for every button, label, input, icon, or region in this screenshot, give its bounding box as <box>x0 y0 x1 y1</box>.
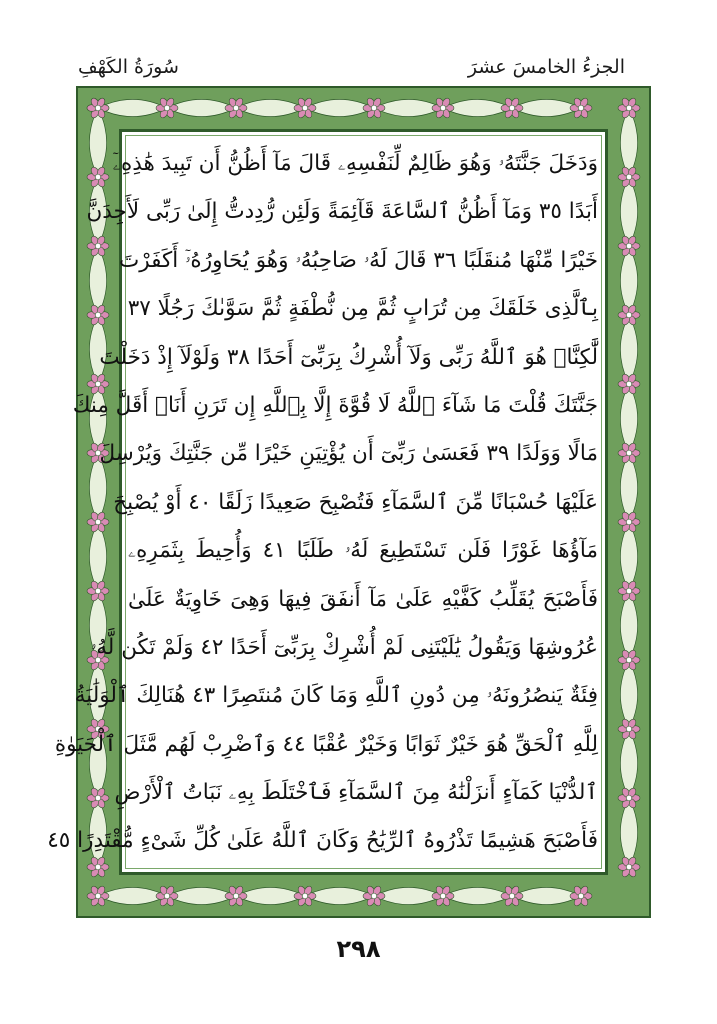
flower-ornament-icon <box>570 97 592 119</box>
text-line: عَلَيْهَا حُسْبَانًا مِّنَ ٱلسَّمَآءِ فَتُصْبِحَ صَعِيدًا زَلَقًا ٤٠ أَوْ يُصْبِحَ <box>113 489 598 515</box>
flower-ornament-icon <box>87 885 109 907</box>
flower-ornament-icon <box>432 885 454 907</box>
page-number: ٢٩٨ <box>336 935 381 963</box>
text-line: خَيْرًا مِّنْهَا مُنقَلَبًا ٣٦ قَالَ لَهُۥ صَاحِبُهُۥ وَهُوَ يُحَاوِرُهُۥٓ أَكَفَرْتَ <box>119 247 598 273</box>
flower-ornament-icon <box>225 885 247 907</box>
flower-ornament-icon <box>156 97 178 119</box>
text-line: فِئَةٌ يَنصُرُونَهُۥ مِن دُونِ ٱللَّهِ وَمَا كَانَ مُنتَصِرًا ٤٣ هُنَالِكَ ٱلْوَلَٰيَةُ <box>74 683 598 709</box>
text-line: لَّٰكِنَّا۠ هُوَ ٱللَّهُ رَبِّى وَلَآ أُشْرِكُ بِرَبِّىٓ أَحَدًا ٣٨ وَلَوْلَآ إِذْ دَخَلْتَ <box>99 344 598 370</box>
surah-title: سُورَةُ الكَهْفِ <box>78 56 179 78</box>
text-line: فَأَصْبَحَ هَشِيمًا تَذْرُوهُ ٱلرِّيَٰحُ وَكَانَ ٱللَّهُ عَلَىٰ كُلِّ شَىْءٍ مُّقْتَدِرًا ٤٥ <box>47 828 598 854</box>
text-line: عُرُوشِهَا وَيَقُولُ يَٰلَيْتَنِى لَمْ أُشْرِكْ بِرَبِّىٓ أَحَدًا ٤٢ وَلَمْ تَكُن لَّهُۥ <box>90 634 598 660</box>
flower-ornament-icon <box>363 97 385 119</box>
text-line: مَالًا وَوَلَدًا ٣٩ فَعَسَىٰ رَبِّىٓ أَن يُؤْتِيَنِ خَيْرًا مِّن جَنَّتِكَ وَيُرْسِلَ <box>99 441 598 467</box>
text-line: بِٱلَّذِى خَلَقَكَ مِن تُرَابٍ ثُمَّ مِن نُّطْفَةٍ ثُمَّ سَوَّىٰكَ رَجُلًا ٣٧ <box>127 296 598 322</box>
flower-ornament-icon <box>501 885 523 907</box>
text-line: ٱلدُّنْيَا كَمَآءٍ أَنزَلْنَٰهُ مِنَ ٱلسَّمَآءِ فَٱخْتَلَطَ بِهِۦ نَبَاتُ ٱلْأَرْضِ <box>114 780 598 806</box>
verse-text-block <box>47 140 598 870</box>
flower-ornament-icon <box>501 97 523 119</box>
flower-ornament-icon <box>225 97 247 119</box>
flower-ornament-icon <box>570 885 592 907</box>
text-line: مَآؤُهَا غَوْرًا فَلَن تَسْتَطِيعَ لَهُۥ طَلَبًا ٤١ وَأُحِيطَ بِثَمَرِهِۦ <box>128 538 598 564</box>
text-line: فَأَصْبَحَ يُقَلِّبُ كَفَّيْهِ عَلَىٰ مَآ أَنفَقَ فِيهَا وَهِىَ خَاوِيَةٌ عَلَىٰ <box>128 586 598 612</box>
text-line: أَبَدًا ٣٥ وَمَآ أَظُنُّ ٱلسَّاعَةَ قَآئِمَةً وَلَئِن رُّدِدتُّ إِلَىٰ رَبِّى لَأَجِدَنَّ <box>86 199 598 225</box>
flower-ornament-icon <box>432 97 454 119</box>
text-line: وَدَخَلَ جَنَّتَهُۥ وَهُوَ ظَالِمٌ لِّنَفْسِهِۦ قَالَ مَآ أَظُنُّ أَن تَبِيدَ هَٰذِهِۦٓ <box>112 151 598 176</box>
text-line: جَنَّتَكَ قُلْتَ مَا شَآءَ ٱللَّهُ لَا قُوَّةَ إِلَّا بِٱللَّهِ إِن تَرَنِ أَنَا۠ أَقَلَّ مِنكَ <box>72 392 598 418</box>
flower-ornament-icon <box>294 97 316 119</box>
text-line: لِلَّهِ ٱلْحَقِّ هُوَ خَيْرٌ ثَوَابًا وَخَيْرٌ عُقْبًا ٤٤ وَٱضْرِبْ لَهُم مَّثَلَ ٱلْحَيَوٰةِ <box>54 731 598 757</box>
flower-ornament-icon <box>294 885 316 907</box>
flower-ornament-icon <box>363 885 385 907</box>
juz-title: الجزءُ الخامسَ عشرَ <box>467 56 625 78</box>
flower-ornament-icon <box>156 885 178 907</box>
